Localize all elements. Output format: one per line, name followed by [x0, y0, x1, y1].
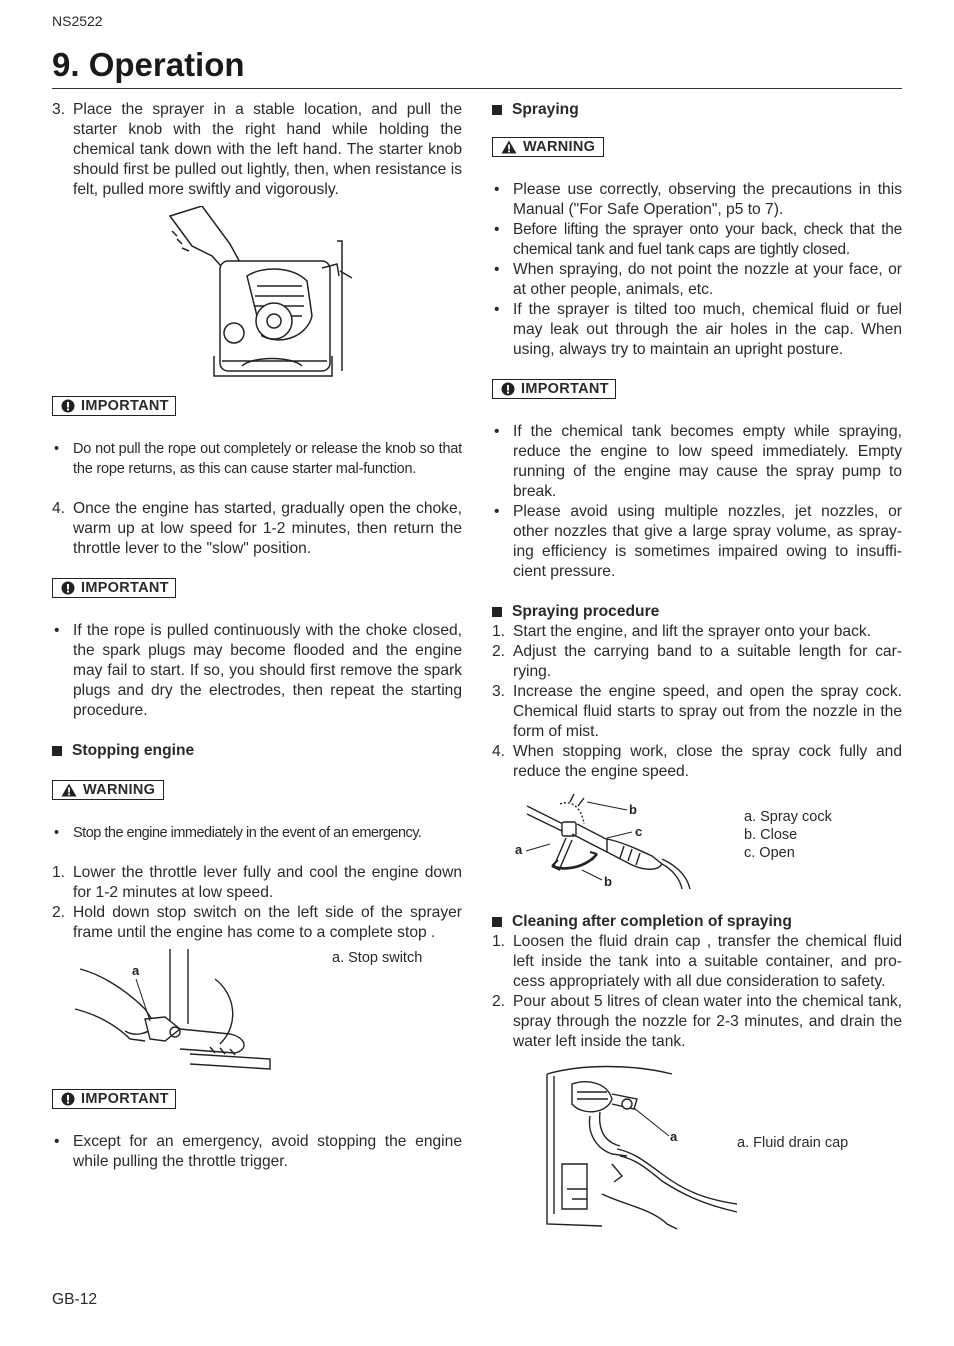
procedure-heading: Spraying procedure	[492, 602, 902, 622]
cleaning-steps	[492, 932, 902, 1052]
starter-figure	[52, 206, 462, 396]
procedure-step-4: 4. When stopping work, close the spray cock fully and reduce the engine speed.	[492, 743, 902, 780]
exclamation-circle-icon	[61, 1092, 75, 1106]
drain-cap-figure	[492, 1064, 902, 1234]
stop-switch-caption: a. Stop switch	[332, 950, 423, 966]
important-3-bullet: • Except for an emergency, avoid stopping the engine while pulling the throttle trigger.	[54, 1133, 462, 1170]
spraying-bullet-1: • Please use correctly, observing the precautions in this Manual ("For Safe Operation", p5 to 7).	[494, 181, 902, 218]
stopping-step-2: 2. Hold down stop switch on the left side of the sprayer frame until the engine has come to a complete stop .	[52, 904, 462, 941]
left-column	[52, 100, 462, 1172]
title-rule	[52, 88, 902, 89]
important-bullet-2: • Please avoid using multiple nozzles, jet nozzles, or other nozzles that give a large spray volume, as spray-ing efficiency is sometimes impaired owing to insuffi-cient pressure.	[494, 503, 902, 580]
spray-cock-label-c: c	[635, 824, 643, 839]
procedure-steps	[492, 622, 902, 782]
page-number: GB-12	[52, 1291, 98, 1308]
spray-cock-label-b-top: b	[629, 802, 637, 817]
stopping-step-1: 1. Lower the throttle lever fully and cool the engine down for 1-2 minutes at low speed.	[52, 864, 462, 901]
caption-close: b. Close	[744, 827, 798, 843]
spraying-bullet-2: • Before lifting the sprayer onto your back, check that the chemical tank and fuel tank caps are tightly closed.	[494, 221, 902, 258]
caption-open: c. Open	[744, 845, 795, 861]
important-badge: IMPORTANT	[492, 379, 616, 399]
important-3	[52, 1089, 462, 1112]
important-1-bullet: • Do not pull the rope out completely or release the knob so that the rope returns, as this can cause starter mal-function.	[54, 441, 462, 477]
model-number: NS2522	[52, 13, 103, 29]
stop-switch-label-a: a	[132, 963, 140, 978]
square-bullet-icon	[52, 746, 62, 756]
square-bullet-icon	[492, 607, 502, 617]
warning-badge: WARNING	[492, 137, 604, 157]
stop-switch-illustration	[70, 949, 290, 1079]
procedure-step-2: 2. Adjust the carrying band to a suitable length for car-rying.	[492, 643, 902, 680]
stopping-steps	[52, 863, 462, 943]
caption-spray-cock: a. Spray cock	[744, 809, 832, 825]
spraying-bullet-3: • When spraying, do not point the nozzle at your face, or at other people, animals, etc.	[494, 261, 902, 298]
spraying-warning	[492, 137, 902, 160]
right-column	[492, 100, 902, 1234]
important-badge: IMPORTANT	[52, 396, 176, 416]
step-4: 4. Once the engine has started, gradually open the choke, warm up at low speed for 1-2 minutes, then return the throttle lever to the "slow" position.	[52, 500, 462, 557]
square-bullet-icon	[492, 105, 502, 115]
cleaning-step-2: 2. Pour about 5 litres of clean water into the chemical tank, spray through the nozzle for 2-3 minutes, and drain the water left inside the tank.	[492, 993, 902, 1050]
exclamation-circle-icon	[61, 399, 75, 413]
spray-cock-illustration	[512, 794, 712, 904]
spraying-bullet-4: • If the sprayer is tilted too much, chemical fluid or fuel may leak out through the air holes in the cap. When using, always try to maintain an upright posture.	[494, 301, 902, 358]
spray-cock-label-b-bottom: b	[604, 874, 612, 889]
exclamation-circle-icon	[501, 382, 515, 396]
exclamation-circle-icon	[61, 581, 75, 595]
procedure-step-3: 3. Increase the engine speed, and open the spray cock. Chemical fluid starts to spray out from the nozzle in the form of mist.	[492, 683, 902, 740]
drain-cap-illustration	[542, 1064, 742, 1234]
spraying-bullets	[492, 180, 902, 360]
important-bullet-1: • If the chemical tank becomes empty while spraying, reduce the engine to low speed immediately. Empty running of the engine may cause the spray pump to break.	[494, 423, 902, 500]
spray-cock-figure	[492, 794, 902, 912]
starter-illustration	[52, 206, 462, 386]
important-2-bullet: • If the rope is pulled continuously with the choke closed, the spark plugs may become flooded and the engine may fail to start. If so, you should first remove the spark plugs and dry the electrodes, then repeat the starting procedure.	[54, 622, 462, 719]
spraying-important-bullets	[492, 422, 902, 582]
spray-cock-label-a: a	[515, 842, 523, 857]
spray-cock-captions	[744, 808, 832, 862]
spraying-heading: Spraying	[492, 100, 902, 120]
square-bullet-icon	[492, 917, 502, 927]
step-3: 3. Place the sprayer in a stable location, and pull the starter knob with the right hand while holding the chemical tank down with the left hand. The starter knob should first be pulled out lightly, then, when resistance is felt, pulled more swiftly and vigorously.	[52, 101, 462, 198]
important-2	[52, 578, 462, 601]
procedure-step-1: 1. Start the engine, and lift the sprayer onto your back.	[492, 623, 872, 640]
important-badge: IMPORTANT	[52, 1089, 176, 1109]
cleaning-heading: Cleaning after completion of spraying	[492, 912, 902, 932]
cleaning-step-1: 1. Loosen the fluid drain cap , transfer the chemical fluid left inside the tank into a suitable container, and pro-cess appropriately with all due consideration to safety.	[492, 933, 902, 990]
stopping-heading: Stopping engine	[52, 741, 462, 761]
stop-switch-figure	[52, 949, 462, 1089]
warning-triangle-icon	[61, 783, 77, 797]
stopping-warning-bullet: • Stop the engine immediately in the event of an emergency.	[54, 825, 422, 841]
stopping-warning	[52, 780, 462, 803]
drain-cap-label-a: a	[670, 1129, 678, 1144]
warning-badge: WARNING	[52, 780, 164, 800]
page-title: 9. Operation	[52, 46, 245, 83]
important-1	[52, 396, 462, 419]
spraying-important	[492, 379, 902, 402]
warning-triangle-icon	[501, 140, 517, 154]
important-badge: IMPORTANT	[52, 578, 176, 598]
drain-cap-caption: a. Fluid drain cap	[737, 1135, 849, 1151]
